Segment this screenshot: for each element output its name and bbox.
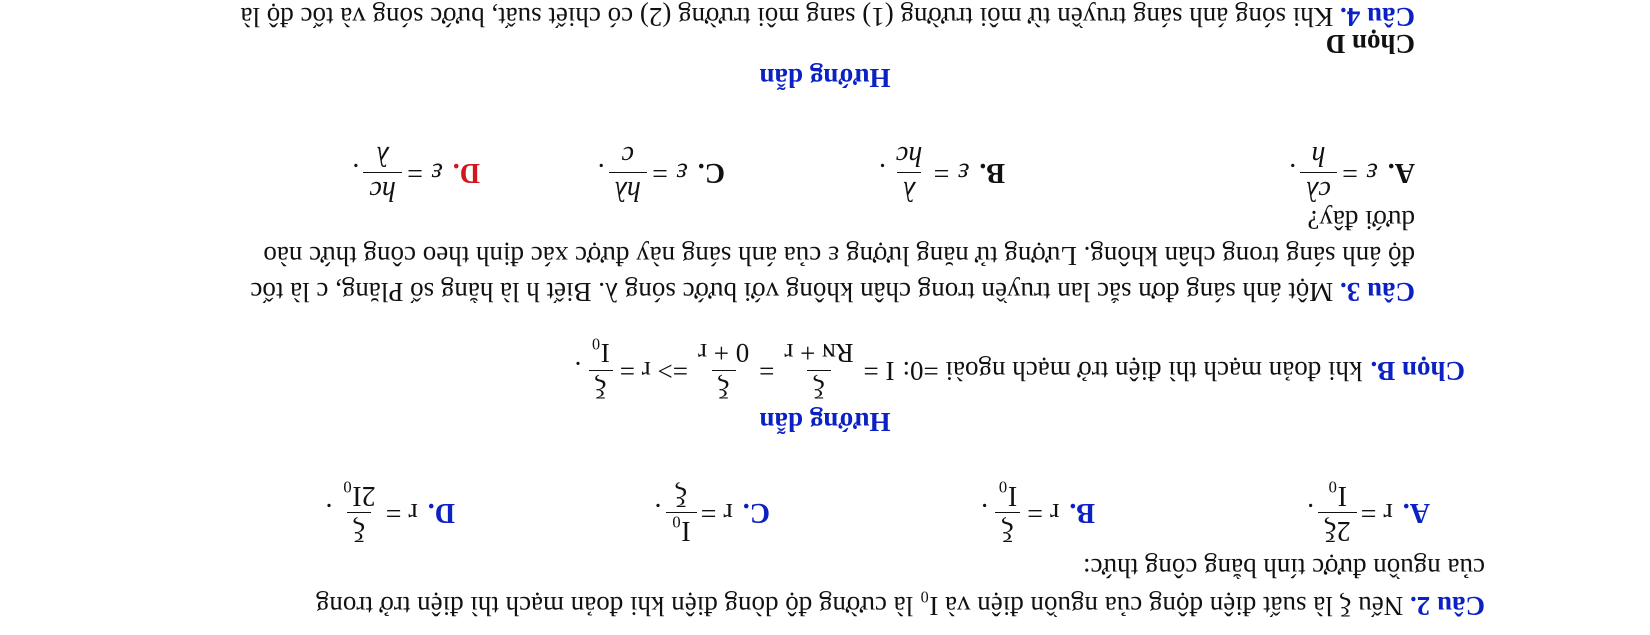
q2-option-d-lhs: r = <box>385 497 418 529</box>
q3-option-b-tail: . <box>878 157 886 189</box>
q3-option-b-num: λ <box>897 172 921 205</box>
q2-option-b-label: B. <box>1069 497 1095 529</box>
q3-guide-title: Hướng dẫn <box>759 63 891 93</box>
q3-option-d <box>352 140 480 205</box>
q3-option-a-label: A. <box>1387 157 1415 189</box>
q2-option-b-num: ξ <box>995 512 1019 545</box>
q2-solution-fraction-3 <box>585 338 615 403</box>
q3-option-c-num: hλ <box>609 172 647 205</box>
q2-option-d-label: D. <box>427 497 455 529</box>
q4-label: Câu 4. <box>1339 2 1415 32</box>
q3-option-a-tail: . <box>1289 157 1297 189</box>
q4-text: Khi sóng ánh sáng truyền từ môi trường (1) sang môi trường (2) có chiết suất, bước sóng và tốc độ là <box>240 2 1334 32</box>
q2-option-b-fraction <box>992 480 1023 545</box>
q2-option-c <box>655 480 770 545</box>
q2-option-b <box>981 480 1095 545</box>
q2-option-d-tail: . <box>325 497 333 529</box>
q2-option-c-den: ξ <box>674 480 688 511</box>
q2-text-line2: của nguồn được tính bằng công thức: <box>1083 553 1485 583</box>
q3-label: Câu 3. <box>1339 277 1415 307</box>
q2-option-a <box>1307 480 1430 545</box>
q4-line <box>0 0 1415 34</box>
q2-solution-f2-den: 0 + r <box>697 338 750 368</box>
q2-solution-i-eq: I = <box>863 356 895 386</box>
q2-solution-fraction-2 <box>692 338 755 403</box>
q3-option-c <box>598 140 725 205</box>
q2-option-d-num: ξ <box>347 512 371 545</box>
q3-text-line3: dưới đây? <box>1307 205 1415 235</box>
q3-option-a <box>1289 140 1415 205</box>
q2-option-b-lhs: r = <box>1027 497 1060 529</box>
q2-solution-tail: . <box>574 356 582 386</box>
q2-option-c-label: C. <box>742 497 770 529</box>
q2-solution-fraction-1 <box>778 338 859 403</box>
q2-option-a-label: A. <box>1402 497 1430 529</box>
q2-option-c-lhs: r = <box>700 497 733 529</box>
q2-option-b-tail: . <box>981 497 989 529</box>
q2-option-d <box>326 480 455 545</box>
q3-option-c-den: c <box>621 140 634 171</box>
q2-solution-f3-num: ξ <box>589 370 613 403</box>
q3-answer: Chọn D <box>1325 29 1415 59</box>
q2-text-line1: Nếu ξ là suất điện động của nguồn điện và I₀ là cường độ dòng điện khi đoản mạch thì điện trở trong <box>315 591 1404 621</box>
q3-option-d-tail: . <box>352 157 360 189</box>
q2-solution-implies: => r = <box>619 356 688 386</box>
q2-solution-f2-num: ξ <box>712 370 736 403</box>
q2-guide-title: Hướng dẫn <box>759 407 891 437</box>
q2-option-b-den: I₀ <box>998 480 1018 511</box>
q2-label: Câu 2. <box>1409 591 1485 621</box>
q2-option-d-fraction <box>337 480 382 545</box>
q2-line1 <box>316 589 1485 623</box>
q2-option-a-tail: . <box>1307 497 1315 529</box>
q2-solution-text: khi đoản mạch thì điện trở mạch ngoài =0: <box>902 356 1363 386</box>
q3-option-d-label: D. <box>452 157 480 189</box>
q2-option-a-num: 2ξ <box>1318 512 1356 545</box>
q2-option-a-lhs: r = <box>1360 497 1393 529</box>
q2-solution-eq: = <box>759 356 775 386</box>
q3-option-c-tail: . <box>597 157 605 189</box>
q2-option-a-den: I₀ <box>1327 480 1347 511</box>
q3-option-b-label: B. <box>979 157 1005 189</box>
q3-option-b <box>879 140 1005 205</box>
q2-solution <box>575 338 1465 403</box>
q2-line2 <box>1083 551 1485 585</box>
q2-option-a-fraction <box>1318 480 1356 545</box>
q4-line-clip <box>0 0 1415 34</box>
q3-option-d-fraction <box>363 140 401 205</box>
q3-option-c-label: C. <box>697 157 725 189</box>
q2-option-c-num: I₀ <box>666 512 697 545</box>
q3-option-a-lhs: ε = <box>1340 157 1378 189</box>
q3-text-line2: độ ánh sáng trong chân không. Lượng tử năng lượng ε của ánh sáng này được xác định theo công thức nào <box>263 241 1415 271</box>
q2-solution-f1-num: ξ <box>807 370 831 403</box>
q2-solution-f3-den: I₀ <box>591 338 610 368</box>
q3-text-line1: Một ánh sáng đơn sắc lan truyền trong chân không với bước sóng λ. Biết h là hằng số Plăng, c là tốc <box>250 277 1334 307</box>
q2-solution-prefix: Chọn B. <box>1370 356 1465 386</box>
q3-option-d-num: hc <box>363 172 401 205</box>
q3-option-b-fraction <box>890 140 928 205</box>
q2-option-c-tail: . <box>654 497 662 529</box>
q2-option-c-fraction <box>666 480 697 545</box>
q3-option-b-den: hc <box>895 140 923 171</box>
q3-option-c-fraction <box>609 140 647 205</box>
q3-line2 <box>263 239 1415 273</box>
q3-option-d-lhs: ε = <box>405 157 443 189</box>
q2-option-d-den: 2I₀ <box>342 480 376 511</box>
q3-option-b-lhs: ε = <box>932 157 970 189</box>
q3-line3 <box>1307 203 1415 237</box>
q3-option-d-den: λ <box>376 140 389 171</box>
q2-solution-f1-den: Rɴ + r <box>784 338 854 368</box>
q3-line1 <box>250 275 1415 309</box>
q3-option-c-lhs: ε = <box>650 157 688 189</box>
q3-option-a-fraction <box>1300 140 1337 205</box>
q3-option-a-den: h <box>1311 140 1326 171</box>
q3-option-a-num: cλ <box>1300 172 1337 205</box>
